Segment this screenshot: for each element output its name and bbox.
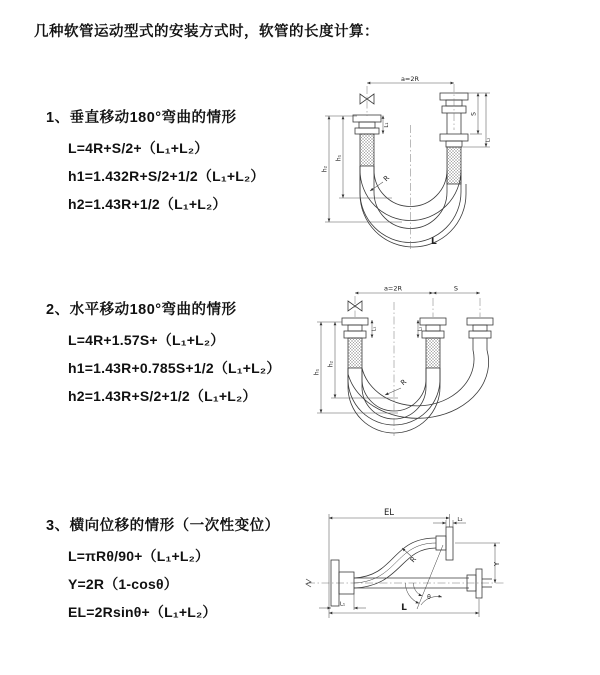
section-lateral-displacement [46,514,280,626]
dim-label-l: L [401,603,407,613]
dim-label-r: R [399,377,409,388]
formula-3-Y: Y=2R（1-cosθ） [68,576,178,592]
dim-label-theta: θ [427,594,431,601]
formula-2-h2: h2=1.43R+S/2+1/2（L₁+L₂） [68,388,257,404]
dim-label-a2r: a=2R [383,284,403,293]
page-title: 几种软管运动型式的安装方式时，软管的长度计算： [34,24,379,40]
dim-label-l2: L₂ [485,137,492,143]
dim-label-l: L [431,237,437,247]
horizontal-bend-diagram [313,284,538,446]
dim-label-s: S [453,284,459,293]
dim-label-y: Y [493,561,501,567]
braid-section [447,147,461,184]
dim-label-h1: h₁ [335,154,343,162]
valve-icon [355,301,362,311]
dim-label-s: S [470,112,478,116]
hose-arc [362,350,474,406]
braid-section [348,338,362,368]
dim-label-r: R [382,174,392,184]
section-horizontal-bend [46,298,281,410]
formula-3-L: L=πRθ/90+（L₁+L₂） [68,548,210,564]
dim-label-l1: L₁ [371,326,378,332]
hose-curve [354,548,436,588]
braid-section [426,338,440,368]
braid-section [360,134,374,166]
section-3-heading: 3、横向位移的情形（一次性变位） [46,518,280,534]
dim-label-r: R [408,555,419,565]
left-fitting [342,318,368,325]
formula-1-h1: h1=1.432R+S/2+1/2（L₁+L₂） [68,168,265,184]
top-flange [446,527,453,560]
formula-1-L: L=4R+S/2+（L₁+L₂） [68,140,209,156]
middle-fitting [420,318,446,325]
formula-1-h2: h2=1.43R+1/2（L₁+L₂） [68,196,227,212]
dim-label-el: EL [383,508,395,518]
dim-label-a2r: a=2R [400,75,420,83]
hose-centerline [354,543,436,583]
formula-2-h1: h1=1.43R+0.785S+1/2（L₁+L₂） [68,360,281,376]
dim-label-l2: L₂ [457,517,463,523]
valve-icon [348,301,355,311]
dim-label-l1: L₁ [339,601,346,608]
dim-label-h2: h₂ [327,360,335,368]
valve-icon [367,94,374,104]
lateral-displacement-diagram [303,498,518,630]
lateral-displacement-figure [303,498,518,635]
formula-2-L: L=4R+1.57S+（L₁+L₂） [68,332,225,348]
vertical-bend-figure [312,70,532,267]
section-1-heading: 1、垂直移动180°弯曲的情形 [46,110,237,126]
horizontal-bend-figure [313,284,538,451]
hose-curve [354,538,436,578]
right-fitting [467,318,493,325]
valve-icon [360,94,367,104]
dim-label-h1: h₁ [313,368,321,376]
dim-label-l2: L₂ [417,326,424,332]
left-fitting [353,115,381,122]
dim-label-h2: h₂ [321,165,329,173]
dim-label-l1: L₁ [384,122,390,128]
section-vertical-bend [46,106,265,218]
vertical-bend-diagram [312,70,532,262]
section-2-heading: 2、水平移动180°弯曲的情形 [46,302,237,318]
formula-3-EL: EL=2Rsinθ+（L₁+L₂） [68,604,217,620]
